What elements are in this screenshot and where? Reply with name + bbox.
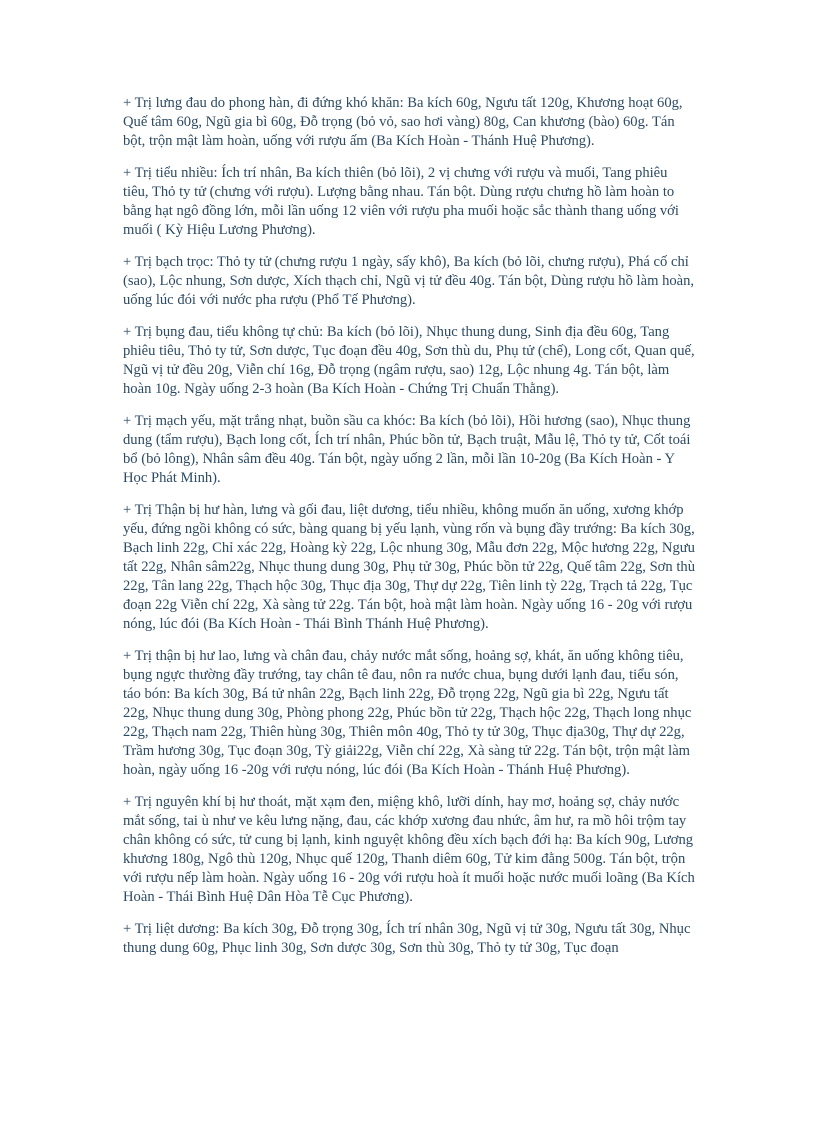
document-body bbox=[123, 94, 695, 958]
paragraph-qi-deficiency: + Trị nguyên khí bị hư thoát, mặt xạm đen, miệng khô, lưỡi dính, hay mơ, hoảng sợ, chảy nước mắt sống, tai ù như ve kêu lưng nặng, đau, các khớp xương đau nhức, âm hư, ra mồ hôi trộm tay chân không có sức, tử cung bị lạnh, kinh nguyệt không đều xích bạch đới hạ: Ba kích 90g, Lương khương 180g, Ngô thù 120g, Nhục quế 120g, Thanh diêm 60g, Tử kim đằng 500g. Tán bột, trộn với rượu nếp làm hoàn. Ngày uống 16 - 20g với rượu hoà ít muối hoặc nước muối loãng (Ba Kích Hoàn - Thái Bình Huệ Dân Hòa Tễ Cục Phương). bbox=[123, 794, 695, 905]
paragraph-abdominal-pain: + Trị bụng đau, tiểu không tự chủ: Ba kích (bỏ lõi), Nhục thung dung, Sinh địa đều 60g, Tang phiêu tiêu, Thỏ ty tử, Sơn dược, Tục đoạn đều 40g, Sơn thù du, Phụ tử (chế), Long cốt, Quan quế, Ngũ vị tử đều 20g, Viễn chí 16g, Đỗ trọng (ngâm rượu, sao) 12g, Lộc nhung 4g. Tán bột, làm hoàn 10g. Ngày uống 2-3 hoàn (Ba Kích Hoàn - Chứng Trị Chuẩn Thằng). bbox=[123, 324, 695, 397]
paragraph-frequent-urination: + Trị tiểu nhiều: Ích trí nhân, Ba kích thiên (bỏ lõi), 2 vị chưng với rượu và muối, Tang phiêu tiêu, Thỏ ty tử (chưng với rượu). Lượng bằng nhau. Tán bột. Dùng rượu chưng hồ làm hoàn to bằng hạt ngô đồng lớn, mỗi lần uống 12 viên với rượu pha muối hoặc sắc thành thang uống với muối ( Kỳ Hiệu Lương Phương). bbox=[123, 165, 679, 238]
paragraph-leukorrhea: + Trị bạch trọc: Thỏ ty tử (chưng rượu 1 ngày, sấy khô), Ba kích (bỏ lõi, chưng rượu), Phá cố chỉ (sao), Lộc nhung, Sơn dược, Xích thạch chỉ, Ngũ vị tử đều 40g. Tán bột, Dùng rượu hồ làm hoàn, uống lúc đói với nước pha rượu (Phổ Tế Phương). bbox=[123, 254, 695, 308]
paragraph-kidney-cold: + Trị Thận bị hư hàn, lưng và gối đau, liệt dương, tiểu nhiều, không muốn ăn uống, xương khớp yếu, đứng ngồi không có sức, bàng quang bị yếu lạnh, vùng rốn và bụng đầy trướng: Ba kích 30g, Bạch linh 22g, Chỉ xác 22g, Hoàng kỳ 22g, Lộc nhung 30g, Mẫu đơn 22g, Mộc hương 22g, Ngưu tất 22g, Nhân sâm22g, Nhục thung dung 30g, Phụ tử 30g, Phúc bồn tử 22g, Quế tâm 22g, Sơn thù 22g, Tân lang 22g, Thạch hộc 30g, Thục địa 30g, Thự dự 22g, Tiên linh tỳ 22g, Trạch tả 22g, Tục đoạn 22g Viễn chí 22g, Xà sàng tử 22g. Tán bột, hoà mật làm hoàn. Ngày uống 16 - 20g với rượu nóng, lúc đói (Ba Kích Hoàn - Thái Bình Thánh Huệ Phương). bbox=[123, 502, 695, 632]
paragraph-impotence: + Trị liệt dương: Ba kích 30g, Đỗ trọng 30g, Ích trí nhân 30g, Ngũ vị tử 30g, Ngưu tất 30g, Nhục thung dung 60g, Phục linh 30g, Sơn dược 30g, Sơn thù 30g, Thỏ ty tử 30g, Tục đoạn bbox=[123, 921, 691, 956]
paragraph-weak-pulse: + Trị mạch yếu, mặt trắng nhạt, buồn sầu ca khóc: Ba kích (bỏ lõi), Hồi hương (sao), Nhục thung dung (tẩm rượu), Bạch long cốt, Ích trí nhân, Phúc bồn tử, Bạch truật, Mẫu lệ, Thỏ ty tử, Cốt toái bổ (bỏ lông), Nhân sâm đều 40g. Tán bột, ngày uống 2 lần, mỗi lần 10-20g (Ba Kích Hoàn - Y Học Phát Minh). bbox=[123, 413, 691, 486]
paragraph-back-pain: + Trị lưng đau do phong hàn, đi đứng khó khăn: Ba kích 60g, Ngưu tất 120g, Khương hoạt 60g, Quế tâm 60g, Ngũ gia bì 60g, Đỗ trọng (bỏ vỏ, sao hơi vàng) 80g, Can khương (bào) 60g. Tán bột, trộn mật làm hoàn, uống với rượu ấm (Ba Kích Hoàn - Thánh Huệ Phương). bbox=[123, 95, 683, 149]
paragraph-kidney-fatigue: + Trị thận bị hư lao, lưng và chân đau, chảy nước mắt sống, hoảng sợ, khát, ăn uống không tiêu, bụng ngực thường đầy trướng, tay chân tê đau, nôn ra nước chua, bụng dưới lạnh đau, tiểu són, táo bón: Ba kích 30g, Bá tử nhân 22g, Bạch linh 22g, Đỗ trọng 22g, Ngũ gia bì 22g, Ngưu tất 22g, Nhục thung dung 30g, Phòng phong 22g, Phúc bồn tử 22g, Thạch hộc 22g, Thạch long nhục 22g, Thạch nam 22g, Thiên hùng 30g, Thiên môn 40g, Thỏ ty tử 30g, Thục địa30g, Thự dự 22g, Trầm hương 30g, Tục đoạn 30g, Tỳ giải22g, Viễn chí 22g, Xà sàng tử 22g. Tán bột, trộn mật làm hoàn, ngày uống 16 -20g với rượu nóng, lúc đói (Ba Kích Hoàn - Thánh Huệ Phương). bbox=[123, 648, 692, 778]
